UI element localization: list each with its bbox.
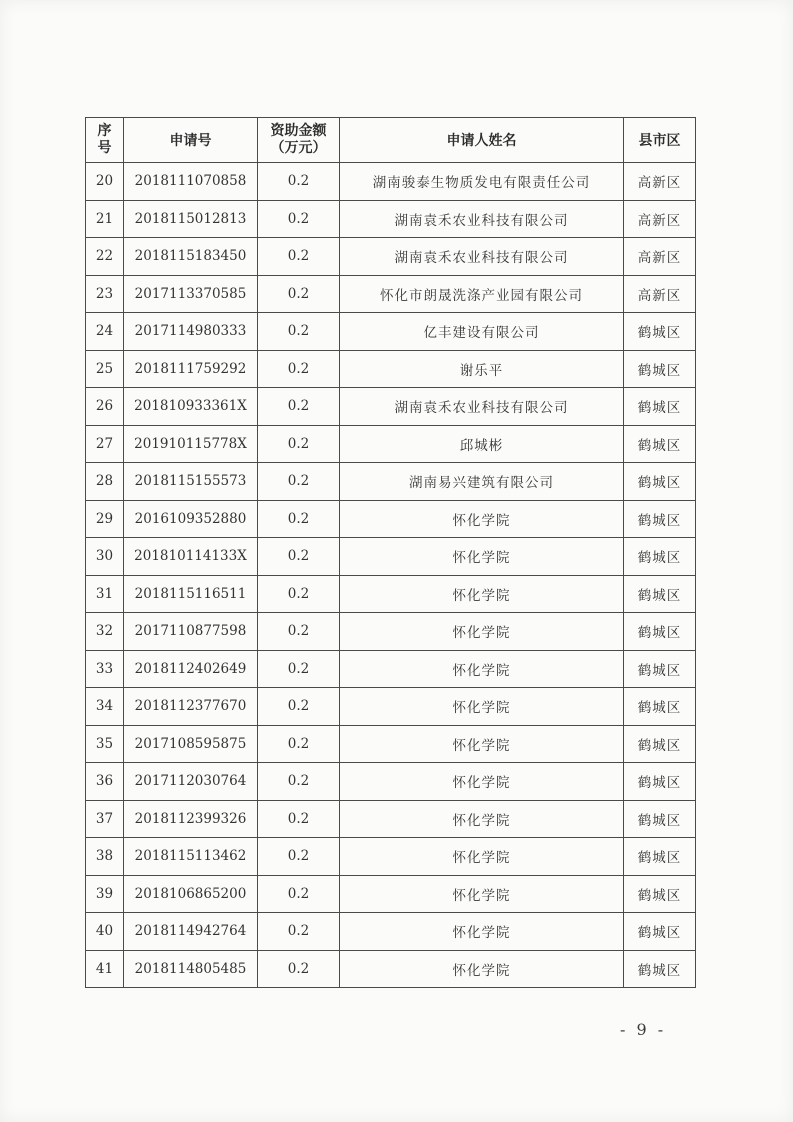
table-row [86, 425, 696, 463]
cell-applicant: 怀化学院 [340, 913, 624, 951]
cell-seq: 40 [86, 913, 124, 951]
cell-app-no: 2017114980333 [124, 313, 258, 351]
table-row [86, 463, 696, 501]
table-row [86, 800, 696, 838]
cell-app-no: 2016109352880 [124, 500, 258, 538]
table-row [86, 538, 696, 576]
cell-app-no: 2018112399326 [124, 800, 258, 838]
cell-app-no: 2018115012813 [124, 200, 258, 238]
cell-district: 高新区 [624, 275, 696, 313]
cell-district: 鹤城区 [624, 688, 696, 726]
cell-app-no: 2018115116511 [124, 575, 258, 613]
cell-applicant: 怀化学院 [340, 500, 624, 538]
cell-seq: 22 [86, 238, 124, 276]
cell-district: 鹤城区 [624, 350, 696, 388]
cell-applicant: 邱城彬 [340, 425, 624, 463]
table-row [86, 950, 696, 988]
header-seq-line1: 序 [97, 123, 112, 139]
table-row [86, 275, 696, 313]
cell-amount: 0.2 [258, 838, 340, 876]
cell-district: 鹤城区 [624, 388, 696, 426]
cell-app-no: 2018115113462 [124, 838, 258, 876]
cell-applicant: 谢乐平 [340, 350, 624, 388]
cell-amount: 0.2 [258, 875, 340, 913]
cell-applicant: 怀化学院 [340, 575, 624, 613]
table-row [86, 313, 696, 351]
cell-district: 鹤城区 [624, 313, 696, 351]
table-row [86, 875, 696, 913]
cell-app-no: 201910115778X [124, 425, 258, 463]
cell-applicant: 湖南袁禾农业科技有限公司 [340, 388, 624, 426]
page-number: - 9 - [620, 1020, 667, 1039]
cell-app-no: 2018112377670 [124, 688, 258, 726]
header-amount-line1: 资助金额 [270, 123, 327, 139]
table-row [86, 613, 696, 651]
cell-seq: 25 [86, 350, 124, 388]
header-district: 县市区 [624, 118, 696, 163]
cell-app-no: 2018115183450 [124, 238, 258, 276]
cell-applicant: 湖南易兴建筑有限公司 [340, 463, 624, 501]
table-row [86, 913, 696, 951]
table-row [86, 688, 696, 726]
cell-seq: 38 [86, 838, 124, 876]
header-seq [86, 118, 124, 163]
cell-amount: 0.2 [258, 575, 340, 613]
cell-district: 鹤城区 [624, 725, 696, 763]
table-row [86, 200, 696, 238]
cell-app-no: 2017110877598 [124, 613, 258, 651]
cell-seq: 37 [86, 800, 124, 838]
cell-applicant: 亿丰建设有限公司 [340, 313, 624, 351]
cell-app-no: 201810114133X [124, 538, 258, 576]
cell-district: 鹤城区 [624, 650, 696, 688]
cell-amount: 0.2 [258, 650, 340, 688]
cell-amount: 0.2 [258, 800, 340, 838]
cell-district: 鹤城区 [624, 763, 696, 801]
cell-seq: 39 [86, 875, 124, 913]
cell-applicant: 怀化市朗晟洗涤产业园有限公司 [340, 275, 624, 313]
table-row [86, 388, 696, 426]
cell-amount: 0.2 [258, 913, 340, 951]
cell-amount: 0.2 [258, 500, 340, 538]
cell-amount: 0.2 [258, 313, 340, 351]
cell-applicant: 怀化学院 [340, 650, 624, 688]
cell-seq: 35 [86, 725, 124, 763]
cell-amount: 0.2 [258, 725, 340, 763]
header-applicant: 申请人姓名 [340, 118, 624, 163]
cell-seq: 33 [86, 650, 124, 688]
cell-applicant: 怀化学院 [340, 950, 624, 988]
header-amount [258, 118, 340, 163]
cell-app-no: 2018114805485 [124, 950, 258, 988]
cell-district: 鹤城区 [624, 500, 696, 538]
table-body [86, 163, 696, 988]
cell-seq: 23 [86, 275, 124, 313]
cell-amount: 0.2 [258, 763, 340, 801]
cell-app-no: 2018114942764 [124, 913, 258, 951]
cell-district: 鹤城区 [624, 950, 696, 988]
table-row [86, 650, 696, 688]
cell-applicant: 怀化学院 [340, 875, 624, 913]
header-seq-line2: 号 [97, 140, 112, 156]
cell-amount: 0.2 [258, 463, 340, 501]
cell-district: 鹤城区 [624, 800, 696, 838]
table-row [86, 725, 696, 763]
table-row [86, 763, 696, 801]
cell-applicant: 湖南骏泰生物质发电有限责任公司 [340, 163, 624, 201]
cell-app-no: 2017112030764 [124, 763, 258, 801]
cell-applicant: 湖南袁禾农业科技有限公司 [340, 200, 624, 238]
cell-app-no: 2018111759292 [124, 350, 258, 388]
cell-app-no: 2018112402649 [124, 650, 258, 688]
cell-applicant: 湖南袁禾农业科技有限公司 [340, 238, 624, 276]
cell-app-no: 2017113370585 [124, 275, 258, 313]
cell-app-no: 2017108595875 [124, 725, 258, 763]
header-amount-line2: （万元） [270, 140, 327, 156]
cell-district: 高新区 [624, 238, 696, 276]
cell-amount: 0.2 [258, 238, 340, 276]
cell-amount: 0.2 [258, 163, 340, 201]
cell-seq: 31 [86, 575, 124, 613]
cell-district: 鹤城区 [624, 613, 696, 651]
cell-seq: 34 [86, 688, 124, 726]
cell-app-no: 2018106865200 [124, 875, 258, 913]
cell-seq: 20 [86, 163, 124, 201]
cell-amount: 0.2 [258, 950, 340, 988]
table-row [86, 163, 696, 201]
cell-district: 高新区 [624, 163, 696, 201]
cell-seq: 36 [86, 763, 124, 801]
cell-seq: 28 [86, 463, 124, 501]
cell-applicant: 怀化学院 [340, 800, 624, 838]
cell-seq: 21 [86, 200, 124, 238]
table-row [86, 575, 696, 613]
cell-amount: 0.2 [258, 275, 340, 313]
cell-applicant: 怀化学院 [340, 538, 624, 576]
cell-district: 鹤城区 [624, 875, 696, 913]
cell-district: 鹤城区 [624, 575, 696, 613]
table-row [86, 500, 696, 538]
table-header-row [86, 118, 696, 163]
cell-amount: 0.2 [258, 388, 340, 426]
cell-district: 鹤城区 [624, 463, 696, 501]
cell-applicant: 怀化学院 [340, 725, 624, 763]
cell-district: 鹤城区 [624, 425, 696, 463]
table-row [86, 238, 696, 276]
cell-district: 鹤城区 [624, 913, 696, 951]
cell-seq: 29 [86, 500, 124, 538]
header-app-no: 申请号 [124, 118, 258, 163]
cell-seq: 24 [86, 313, 124, 351]
cell-seq: 26 [86, 388, 124, 426]
cell-app-no: 201810933361X [124, 388, 258, 426]
cell-applicant: 怀化学院 [340, 613, 624, 651]
cell-applicant: 怀化学院 [340, 838, 624, 876]
table-row [86, 350, 696, 388]
cell-amount: 0.2 [258, 613, 340, 651]
cell-applicant: 怀化学院 [340, 763, 624, 801]
cell-amount: 0.2 [258, 200, 340, 238]
cell-applicant: 怀化学院 [340, 688, 624, 726]
cell-amount: 0.2 [258, 688, 340, 726]
grant-table [85, 117, 696, 988]
cell-amount: 0.2 [258, 538, 340, 576]
cell-amount: 0.2 [258, 350, 340, 388]
cell-amount: 0.2 [258, 425, 340, 463]
cell-district: 高新区 [624, 200, 696, 238]
cell-app-no: 2018115155573 [124, 463, 258, 501]
cell-seq: 32 [86, 613, 124, 651]
cell-district: 鹤城区 [624, 538, 696, 576]
cell-seq: 41 [86, 950, 124, 988]
cell-district: 鹤城区 [624, 838, 696, 876]
cell-seq: 30 [86, 538, 124, 576]
cell-app-no: 2018111070858 [124, 163, 258, 201]
table-row [86, 838, 696, 876]
cell-seq: 27 [86, 425, 124, 463]
